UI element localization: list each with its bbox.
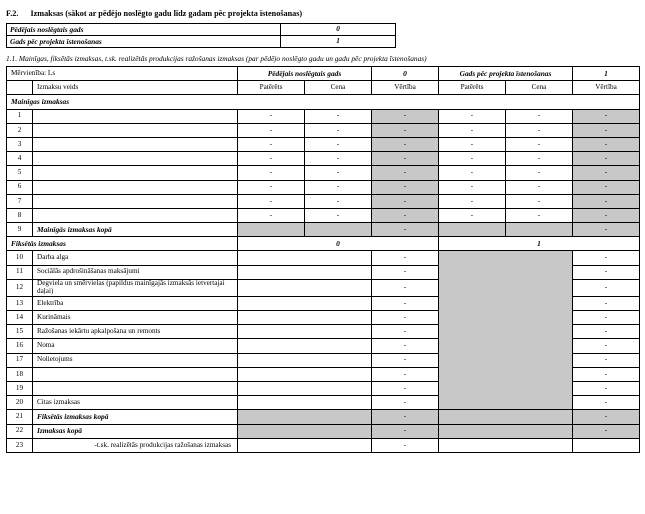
table-row bbox=[7, 152, 640, 166]
row-number: 18 bbox=[7, 367, 33, 381]
cost-type-cell[interactable] bbox=[33, 180, 238, 194]
value-1[interactable]: - bbox=[573, 296, 640, 310]
cost-type-cell: Ražošanas iekārtu apkalpošana un remonts bbox=[33, 325, 238, 339]
table-header-row bbox=[7, 67, 640, 81]
merged-shaded-block bbox=[439, 251, 573, 410]
price-0[interactable]: - bbox=[305, 152, 372, 166]
consumed-price-1 bbox=[439, 438, 573, 452]
table-row-total-fixed bbox=[7, 410, 640, 424]
value-1[interactable]: - bbox=[573, 311, 640, 325]
consumed-1[interactable]: - bbox=[439, 180, 506, 194]
value-1: - bbox=[573, 137, 640, 151]
production-costs-label: -t.sk. realizētās produkcijas ražošanas izmaksas bbox=[33, 438, 238, 452]
cost-type-cell: Darba alga bbox=[33, 251, 238, 265]
table-row bbox=[7, 123, 640, 137]
consumed-price-0 bbox=[238, 279, 372, 296]
consumed-header-1: Patērēts bbox=[439, 81, 506, 95]
price-0 bbox=[305, 223, 372, 237]
cost-type-cell[interactable] bbox=[33, 381, 238, 395]
cost-type-cell: Sociālās apdrošināšanas maksājumi bbox=[33, 265, 238, 279]
value-0[interactable]: - bbox=[372, 381, 439, 395]
consumed-price-0 bbox=[238, 367, 372, 381]
consumed-1[interactable]: - bbox=[439, 166, 506, 180]
row-number: 4 bbox=[7, 152, 33, 166]
value-0: - bbox=[372, 180, 439, 194]
year-after-project-label: Gads pēc projekta īstenošanas bbox=[7, 36, 281, 48]
value-0: - bbox=[372, 137, 439, 151]
consumed-price-0 bbox=[238, 339, 372, 353]
consumed-price-0 bbox=[238, 424, 372, 438]
table-row-production-costs bbox=[7, 438, 640, 452]
consumed-0[interactable]: - bbox=[238, 166, 305, 180]
year-after-project-value: 1 bbox=[281, 36, 396, 48]
row-number: 12 bbox=[7, 279, 33, 296]
price-0[interactable]: - bbox=[305, 194, 372, 208]
price-0[interactable]: - bbox=[305, 137, 372, 151]
value-1: - bbox=[573, 223, 640, 237]
cost-type-cell: Noma bbox=[33, 339, 238, 353]
value-1: - bbox=[573, 410, 640, 424]
row-number: 22 bbox=[7, 424, 33, 438]
document-page bbox=[0, 9, 645, 514]
table-subheader-row bbox=[7, 81, 640, 95]
row-number: 20 bbox=[7, 396, 33, 410]
consumed-price-0 bbox=[238, 438, 372, 452]
consumed-price-0 bbox=[238, 410, 372, 424]
fixed-year-1: 1 bbox=[439, 237, 640, 251]
table-row bbox=[7, 166, 640, 180]
consumed-0[interactable]: - bbox=[238, 194, 305, 208]
last-closed-year-value: 0 bbox=[281, 24, 396, 36]
value-1[interactable] bbox=[573, 438, 640, 452]
price-header-0: Cena bbox=[305, 81, 372, 95]
table-row bbox=[7, 24, 396, 36]
value-header-1: Vērtība bbox=[573, 81, 640, 95]
fixed-year-0: 0 bbox=[238, 237, 439, 251]
row-number: 8 bbox=[7, 208, 33, 222]
value-1: - bbox=[573, 152, 640, 166]
consumed-header-0: Patērēts bbox=[238, 81, 305, 95]
section-number: F.2. bbox=[6, 9, 19, 18]
row-number: 14 bbox=[7, 311, 33, 325]
row-number: 13 bbox=[7, 296, 33, 310]
value-0[interactable]: - bbox=[372, 339, 439, 353]
value-1[interactable]: - bbox=[573, 279, 640, 296]
variable-total-label: Mainīgās izmaksas kopā bbox=[33, 223, 238, 237]
value-0: - bbox=[372, 223, 439, 237]
consumed-0[interactable]: - bbox=[238, 123, 305, 137]
consumed-price-0 bbox=[238, 325, 372, 339]
section-header-fixed bbox=[7, 237, 640, 251]
value-1[interactable]: - bbox=[573, 251, 640, 265]
table-row-total-variable bbox=[7, 223, 640, 237]
cost-type-cell[interactable] bbox=[33, 194, 238, 208]
row-number: 6 bbox=[7, 180, 33, 194]
value-1[interactable]: - bbox=[573, 339, 640, 353]
row-number: 10 bbox=[7, 251, 33, 265]
row-number: 3 bbox=[7, 137, 33, 151]
consumed-0[interactable]: - bbox=[238, 137, 305, 151]
value-1: - bbox=[573, 424, 640, 438]
price-1[interactable]: - bbox=[506, 137, 573, 151]
cost-type-cell[interactable] bbox=[33, 123, 238, 137]
section-label-variable: Mainīgas izmaksas bbox=[7, 95, 640, 109]
value-0[interactable]: - bbox=[372, 279, 439, 296]
consumed-1[interactable]: - bbox=[439, 194, 506, 208]
value-1: - bbox=[573, 166, 640, 180]
row-number: 16 bbox=[7, 339, 33, 353]
consumed-price-0 bbox=[238, 381, 372, 395]
unit-label: Mērvienība: Ls bbox=[7, 67, 238, 81]
consumed-1[interactable]: - bbox=[439, 123, 506, 137]
section-header-variable bbox=[7, 95, 640, 109]
value-1: - bbox=[573, 109, 640, 123]
consumed-price-0 bbox=[238, 311, 372, 325]
costs-table bbox=[6, 66, 640, 453]
group-header-after-project-num: 1 bbox=[573, 67, 640, 81]
consumed-1 bbox=[439, 223, 506, 237]
table-row bbox=[7, 109, 640, 123]
value-0: - bbox=[372, 123, 439, 137]
row-number: 15 bbox=[7, 325, 33, 339]
cost-type-cell: Kurināmais bbox=[33, 311, 238, 325]
cost-type-cell: Citas izmaksas bbox=[33, 396, 238, 410]
price-0[interactable]: - bbox=[305, 109, 372, 123]
value-0[interactable]: - bbox=[372, 353, 439, 367]
price-0[interactable]: - bbox=[305, 208, 372, 222]
table-row bbox=[7, 36, 396, 48]
section-title: Izmaksas (sākot ar pēdējo noslēgto gadu līdz gadam pēc projekta īstenošanas) bbox=[30, 9, 303, 18]
price-header-1: Cena bbox=[506, 81, 573, 95]
group-header-last-year-num: 0 bbox=[372, 67, 439, 81]
consumed-0[interactable]: - bbox=[238, 109, 305, 123]
page-title bbox=[6, 9, 645, 18]
consumed-0[interactable]: - bbox=[238, 208, 305, 222]
consumed-price-1 bbox=[439, 424, 573, 438]
cost-type-cell[interactable] bbox=[33, 367, 238, 381]
value-0[interactable]: - bbox=[372, 251, 439, 265]
price-1 bbox=[506, 223, 573, 237]
consumed-1[interactable]: - bbox=[439, 137, 506, 151]
row-number: 5 bbox=[7, 166, 33, 180]
cost-type-cell: Degviela un smērvielas (papildus mainīgajās izmaksās ietvertajai daļai) bbox=[33, 279, 238, 296]
value-0: - bbox=[372, 194, 439, 208]
table-row bbox=[7, 208, 640, 222]
value-0[interactable]: - bbox=[372, 367, 439, 381]
consumed-1[interactable]: - bbox=[439, 152, 506, 166]
consumed-price-0 bbox=[238, 353, 372, 367]
price-1[interactable]: - bbox=[506, 208, 573, 222]
consumed-price-0 bbox=[238, 296, 372, 310]
value-0: - bbox=[372, 208, 439, 222]
row-number: 1 bbox=[7, 109, 33, 123]
value-1[interactable]: - bbox=[573, 325, 640, 339]
table-row bbox=[7, 137, 640, 151]
price-1[interactable]: - bbox=[506, 194, 573, 208]
row-number-header bbox=[7, 81, 33, 95]
value-0: - bbox=[372, 410, 439, 424]
price-1[interactable]: - bbox=[506, 123, 573, 137]
cost-type-cell[interactable] bbox=[33, 208, 238, 222]
value-1[interactable]: - bbox=[573, 265, 640, 279]
value-0[interactable]: - bbox=[372, 396, 439, 410]
table-row bbox=[7, 194, 640, 208]
value-0: - bbox=[372, 166, 439, 180]
value-0[interactable]: - bbox=[372, 265, 439, 279]
consumed-1[interactable]: - bbox=[439, 208, 506, 222]
value-1: - bbox=[573, 208, 640, 222]
grand-total-label: Izmaksas kopā bbox=[33, 424, 238, 438]
value-0: - bbox=[372, 152, 439, 166]
price-1[interactable]: - bbox=[506, 180, 573, 194]
row-number: 9 bbox=[7, 223, 33, 237]
cost-type-header: Izmaksu veids bbox=[33, 81, 238, 95]
row-number: 17 bbox=[7, 353, 33, 367]
consumed-price-0 bbox=[238, 265, 372, 279]
price-1[interactable]: - bbox=[506, 152, 573, 166]
year-reference-table bbox=[6, 23, 396, 48]
table-row-total-grand bbox=[7, 424, 640, 438]
cost-type-cell: Elektrība bbox=[33, 296, 238, 310]
value-0[interactable]: - bbox=[372, 296, 439, 310]
row-number: 7 bbox=[7, 194, 33, 208]
price-1[interactable]: - bbox=[506, 166, 573, 180]
consumed-price-0 bbox=[238, 251, 372, 265]
value-0: - bbox=[372, 424, 439, 438]
value-0: - bbox=[372, 109, 439, 123]
fixed-total-label: Fiksētās izmaksas kopā bbox=[33, 410, 238, 424]
value-1[interactable]: - bbox=[573, 353, 640, 367]
group-header-after-project: Gads pēc projekta īstenošanas bbox=[439, 67, 573, 81]
price-0[interactable]: - bbox=[305, 123, 372, 137]
value-0[interactable]: - bbox=[372, 311, 439, 325]
group-header-last-year: Pēdējais noslēgtais gads bbox=[238, 67, 372, 81]
price-0[interactable]: - bbox=[305, 180, 372, 194]
subsection-title: 1.1. Mainīgas, fiksētās izmaksas, t.sk. realizētās produkcijas ražošanas izmaksas (par pēdējo noslēgto gadu un gadu pēc projekta īstenošanas) bbox=[6, 54, 427, 63]
price-0[interactable]: - bbox=[305, 166, 372, 180]
value-1: - bbox=[573, 180, 640, 194]
consumed-0[interactable]: - bbox=[238, 152, 305, 166]
consumed-0[interactable]: - bbox=[238, 180, 305, 194]
value-0[interactable]: - bbox=[372, 325, 439, 339]
consumed-1[interactable]: - bbox=[439, 109, 506, 123]
cost-type-cell[interactable] bbox=[33, 137, 238, 151]
cost-type-cell[interactable] bbox=[33, 166, 238, 180]
consumed-price-1 bbox=[439, 410, 573, 424]
row-number: 21 bbox=[7, 410, 33, 424]
table-row bbox=[7, 180, 640, 194]
consumed-price-0 bbox=[238, 396, 372, 410]
consumed-0 bbox=[238, 223, 305, 237]
value-1: - bbox=[573, 194, 640, 208]
row-number: 19 bbox=[7, 381, 33, 395]
last-closed-year-label: Pēdējais noslēgtais gads bbox=[7, 24, 281, 36]
cost-type-cell: Nolietojums bbox=[33, 353, 238, 367]
value-1[interactable]: - bbox=[573, 381, 640, 395]
value-1: - bbox=[573, 123, 640, 137]
row-number: 2 bbox=[7, 123, 33, 137]
cost-type-cell[interactable] bbox=[33, 109, 238, 123]
row-number: 11 bbox=[7, 265, 33, 279]
section-label-fixed: Fiksētās izmaksas bbox=[7, 237, 238, 251]
value-header-0: Vērtība bbox=[372, 81, 439, 95]
value-1[interactable]: - bbox=[573, 367, 640, 381]
value-1[interactable]: - bbox=[573, 396, 640, 410]
cost-type-cell[interactable] bbox=[33, 152, 238, 166]
table-row bbox=[7, 251, 640, 265]
value-0[interactable]: - bbox=[372, 438, 439, 452]
price-1[interactable]: - bbox=[506, 109, 573, 123]
row-number: 23 bbox=[7, 438, 33, 452]
